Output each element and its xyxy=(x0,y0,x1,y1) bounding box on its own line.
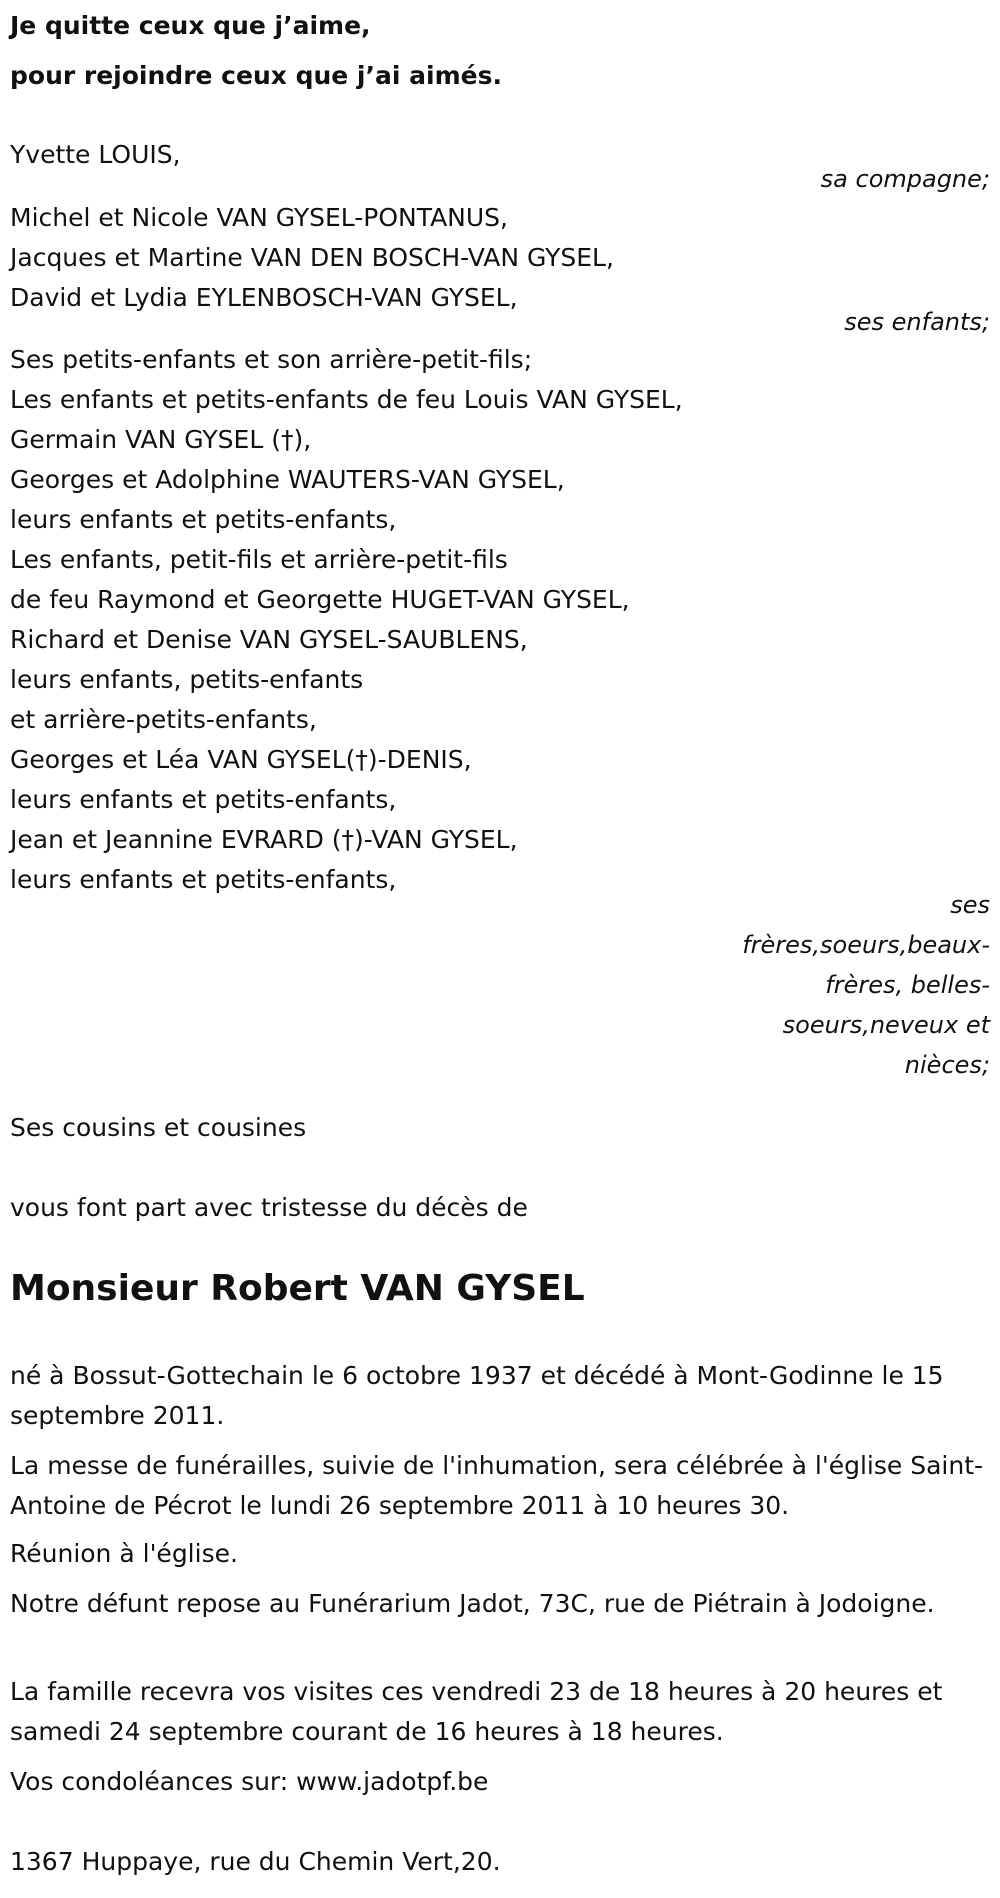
family-line: Ses petits-enfants et son arrière-petit-fils; xyxy=(10,345,533,374)
family-line: de feu Raymond et Georgette HUGET-VAN GYSEL, xyxy=(10,585,630,614)
family-line: Germain VAN GYSEL (†), xyxy=(10,425,312,454)
family-line: leurs enfants et petits-enfants, xyxy=(10,505,397,534)
condolences-line: Vos condoléances sur: www.jadotpf.be xyxy=(10,1767,489,1796)
child-line: Michel et Nicole VAN GYSEL-PONTANUS, xyxy=(10,203,508,232)
rest-paragraph: Notre défunt repose au Funérarium Jadot, 73C, rue de Piétrain à Jodoigne. xyxy=(10,1589,935,1618)
family-line: Les enfants, petit-fils et arrière-petit-fils xyxy=(10,545,508,574)
family-line: Jean et Jeannine EVRARD (†)-VAN GYSEL, xyxy=(10,825,518,854)
family-line: Les enfants et petits-enfants de feu Louis VAN GYSEL, xyxy=(10,385,683,414)
deceased-name: Monsieur Robert VAN GYSEL xyxy=(10,1268,585,1309)
companion-role: sa compagne; xyxy=(820,165,990,193)
family-line: Richard et Denise VAN GYSEL-SAUBLENS, xyxy=(10,625,528,654)
family-line: et arrière-petits-enfants, xyxy=(10,705,317,734)
children-role: ses enfants; xyxy=(844,308,990,336)
child-line: David et Lydia EYLENBOSCH-VAN GYSEL, xyxy=(10,283,518,312)
funeral-paragraph: La messe de funérailles, suivie de l'inhumation, sera célébrée à l'église Saint-Antoine de Pécrot le lundi 26 septembre 2011 à 10 heures 30. xyxy=(10,1451,984,1520)
family-line: leurs enfants et petits-enfants, xyxy=(10,865,397,894)
family-line: leurs enfants et petits-enfants, xyxy=(10,785,397,814)
announcement-line: vous font part avec tristesse du décès de xyxy=(10,1193,528,1222)
family-role: ses frères,soeurs,beaux-frères, belles-soeurs,neveux et nièces; xyxy=(742,891,990,1079)
child-line: Jacques et Martine VAN DEN BOSCH-VAN GYSEL, xyxy=(10,243,614,272)
family-line: Georges et Adolphine WAUTERS-VAN GYSEL, xyxy=(10,465,565,494)
visits-paragraph: La famille recevra vos visites ces vendredi 23 de 18 heures à 20 heures et samedi 24 septembre courant de 16 heures à 18 heures. xyxy=(10,1677,943,1746)
family-line: leurs enfants, petits-enfants xyxy=(10,665,364,694)
cousins-line: Ses cousins et cousines xyxy=(10,1113,307,1142)
meeting-paragraph: Réunion à l'église. xyxy=(10,1539,238,1568)
family-line: Georges et Léa VAN GYSEL(†)-DENIS, xyxy=(10,745,472,774)
birth-death-paragraph: né à Bossut-Gottechain le 6 octobre 1937 et décédé à Mont-Godinne le 15 septembre 2011. xyxy=(10,1361,944,1430)
address-line: 1367 Huppaye, rue du Chemin Vert,20. xyxy=(10,1847,501,1876)
companion-name: Yvette LOUIS, xyxy=(10,140,181,169)
epigraph-line-1: Je quitte ceux que j’aime, xyxy=(10,11,371,40)
epigraph-line-2: pour rejoindre ceux que j’ai aimés. xyxy=(10,61,502,90)
